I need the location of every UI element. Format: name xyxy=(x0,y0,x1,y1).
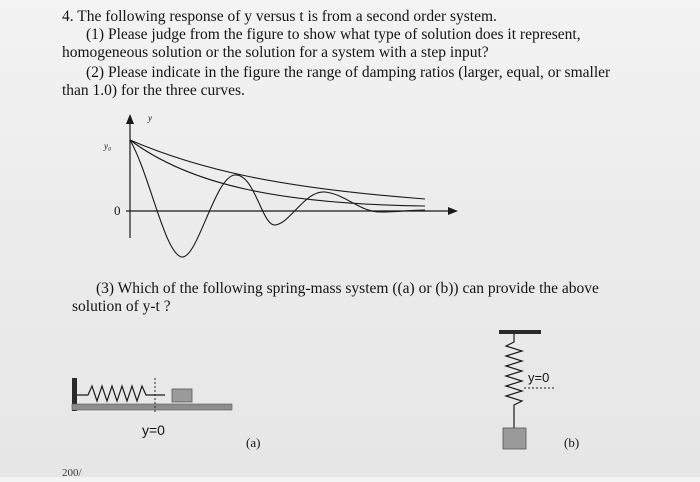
response-plot xyxy=(126,114,458,257)
system-a-diagram xyxy=(72,378,232,412)
part3-text-line1: (3) Which of the following spring-mass system ((a) or (b)) can provide the above xyxy=(96,280,599,297)
part2-text-line2: than 1.0) for the three curves. xyxy=(62,82,245,99)
part1-text-line1: (1) Please judge from the figure to show what type of solution does it represent, xyxy=(86,26,581,43)
system-b-diagram xyxy=(499,330,556,449)
spring-b xyxy=(506,334,522,428)
t-axis-arrowhead xyxy=(448,207,458,215)
part1-text-line2: homogeneous solution or the solution for a system with a step input? xyxy=(62,44,489,61)
plot-y-axis-label: y xyxy=(148,113,152,123)
part2-text-line1: (2) Please indicate in the figure the range of damping ratios (larger, equal, or smaller xyxy=(86,64,611,81)
system-a-ref-label: y=0 xyxy=(142,422,165,438)
plot-zero-label: 0 xyxy=(114,203,121,218)
floor xyxy=(72,404,232,410)
spring-a xyxy=(77,386,165,401)
system-a-caption: (a) xyxy=(246,435,261,450)
page-footer-fragment: 200/ xyxy=(62,467,82,479)
question-heading: 4. The following response of y versus t is from a second order system. xyxy=(62,8,497,25)
overdamped-curve xyxy=(130,140,425,199)
y-axis-arrowhead xyxy=(126,114,134,124)
ceiling-support xyxy=(499,330,541,334)
critically-damped-curve xyxy=(130,140,425,206)
mass-block-b xyxy=(503,428,526,449)
part3-text-line2: solution of y-t ? xyxy=(72,298,171,315)
underdamped-curve xyxy=(130,140,425,257)
plot-y0-label: y₀ xyxy=(104,141,112,151)
system-b-caption: (b) xyxy=(564,435,580,450)
system-b-ref-label: y=0 xyxy=(528,370,550,385)
mass-block-a xyxy=(172,389,192,402)
